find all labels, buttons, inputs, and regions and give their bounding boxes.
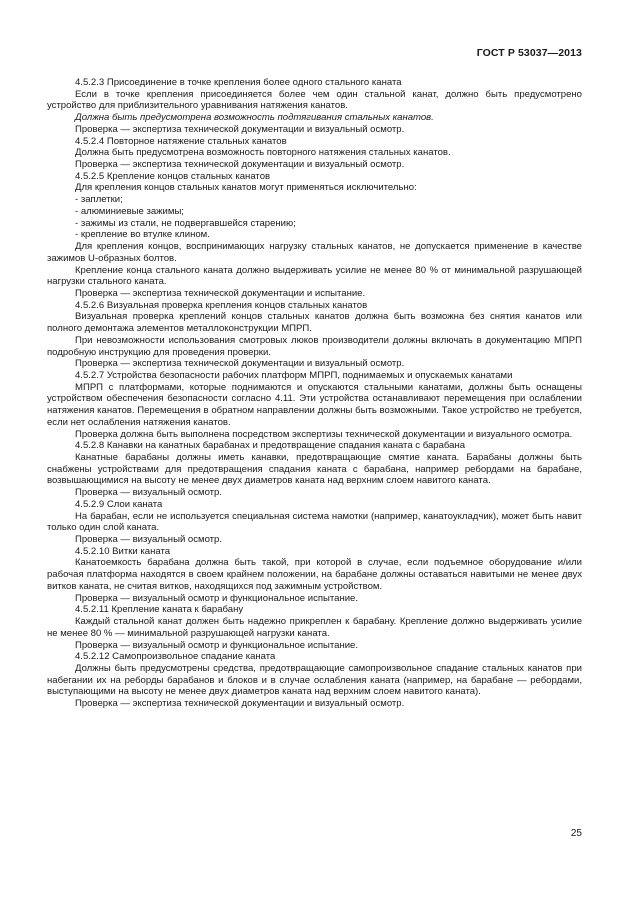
verification-note: Проверка — визуальный осмотр и функциональное испытание.: [75, 592, 359, 604]
section-heading-4-5-2-6: 4.5.2.6 Визуальная проверка крепления концов стальных канатов: [75, 299, 368, 311]
paragraph: Должны быть предусмотрены средства, предотвращающие самопроизвольное спадание стальных канатов при набегании их на реборды барабанов и блоков и в случае ослабления каната (например, на барабане — ребордами, выступающими на высоту не менее двух диаметров каната над верхним слоем навитого каната).: [47, 662, 582, 698]
paragraph: На барабан, если не используется специальная система намотки (например, канатоукладчик), может быть навит только один слой каната.: [47, 510, 582, 534]
verification-note: Проверка — экспертиза технической документации и визуальный осмотр.: [75, 698, 405, 710]
paragraph: Каждый стальной канат должен быть надежно прикреплен к барабану. Крепление должно выдерживать усилие не менее 80 % — минимальной разрушающей нагрузки каната.: [47, 616, 582, 639]
paragraph: МПРП с платформами, которые поднимаются и опускаются стальными канатами, должны быть оснащены устройством обеспечения безопасности согласно 4.11. Эти устройства останавливают перемещения при ослаблении натяжения канатов. Перемещения в обратном направлении должны быть возможными. Такое устройство не требуется, если нет ослабления натяжения канатов.: [47, 381, 582, 428]
paragraph: Если в точке крепления присоединяется более чем один стальной канат, должно быть предусмотрено устройство для приблизительного уравнивания натяжения канатов.: [47, 88, 582, 112]
verification-note: Проверка — экспертиза технической документации и визуальный осмотр.: [75, 358, 405, 370]
list-item: - зажимы из стали, не подвергавшейся старению;: [75, 217, 296, 229]
list-item: - крепление во втулке клином.: [75, 229, 210, 241]
paragraph: Визуальная проверка креплений концов стальных канатов должна быть возможна без снятия канатов или полного демонтажа элементов металлоконструкции МПРП.: [47, 311, 582, 335]
document-body: [47, 77, 582, 710]
list-item: - заплетки;: [75, 194, 123, 206]
document-standard-header: ГОСТ Р 53037—2013: [476, 47, 582, 59]
paragraph: Для крепления концов стальных канатов могут применяться исключительно:: [75, 182, 417, 194]
section-heading-4-5-2-4: 4.5.2.4 Повторное натяжение стальных канатов: [75, 135, 287, 147]
section-heading-4-5-2-9: 4.5.2.9 Слои каната: [75, 498, 163, 510]
verification-note: Проверка — экспертиза технической документации и визуальный осмотр.: [75, 123, 405, 135]
list-item: - алюминиевые зажимы;: [75, 205, 184, 217]
section-heading-4-5-2-11: 4.5.2.11 Крепление каната к барабану: [75, 604, 244, 616]
paragraph: При невозможности использования смотровых люков производители должны включать в документацию МПРП подробную инструкцию для проведения проверки.: [47, 334, 582, 358]
section-heading-4-5-2-7: 4.5.2.7 Устройства безопасности рабочих платформ МПРП, поднимаемых и опускаемых канатами: [75, 369, 513, 381]
section-heading-4-5-2-12: 4.5.2.12 Самопроизвольное спадание каната: [75, 651, 276, 663]
verification-note: Проверка — визуальный осмотр и функциональное испытание.: [75, 639, 359, 651]
paragraph: Для крепления концов, воспринимающих нагрузку стальных канатов, не допускается применение в качестве зажимов U-образных болтов.: [47, 241, 582, 264]
page-number: 25: [570, 828, 582, 839]
verification-note: Проверка — визуальный осмотр.: [75, 487, 223, 499]
section-heading-4-5-2-8: 4.5.2.8 Канавки на канатных барабанах и предотвращение спадания каната с барабана: [75, 440, 466, 452]
paragraph-italic: Должна быть предусмотрена возможность подтягивания стальных канатов.: [75, 112, 434, 124]
paragraph: Крепление конца стального каната должно выдерживать усилие не менее 80 % от минимальной разрушающей нагрузки стального каната.: [47, 264, 582, 288]
verification-note: Проверка — экспертиза технической документации и испытание.: [75, 287, 366, 299]
verification-note: Проверка должна быть выполнена посредством экспертизы технической документации и визуального осмотра.: [75, 428, 573, 440]
section-heading-4-5-2-10: 4.5.2.10 Витки каната: [75, 545, 171, 557]
section-heading-4-5-2-5: 4.5.2.5 Крепление концов стальных канатов: [75, 170, 271, 182]
paragraph: Канатные барабаны должны иметь канавки, предотвращающие смятие каната. Барабаны должны быть снабжены устройствами для предотвращения спадания каната с барабана, например ребордами на барабане, возвышающимися на высоту не менее двух диаметров каната над верхним слоем навитого каната.: [47, 452, 582, 487]
paragraph: Канатоемкость барабана должна быть такой, при которой в случае, если подъемное оборудование и/или рабочая платформа находятся в своем крайнем положении, на барабане должны оставаться навитыми не менее двух витков каната, не считая витков, находящихся под зажимным устройством.: [47, 557, 582, 592]
verification-note: Проверка — экспертиза технической документации и визуальный осмотр.: [75, 159, 405, 171]
verification-note: Проверка — визуальный осмотр.: [75, 534, 223, 546]
paragraph: Должна быть предусмотрена возможность повторного натяжения стальных канатов.: [75, 147, 451, 159]
section-heading-4-5-2-3: 4.5.2.3 Присоединение в точке крепления более одного стального каната: [75, 77, 402, 88]
